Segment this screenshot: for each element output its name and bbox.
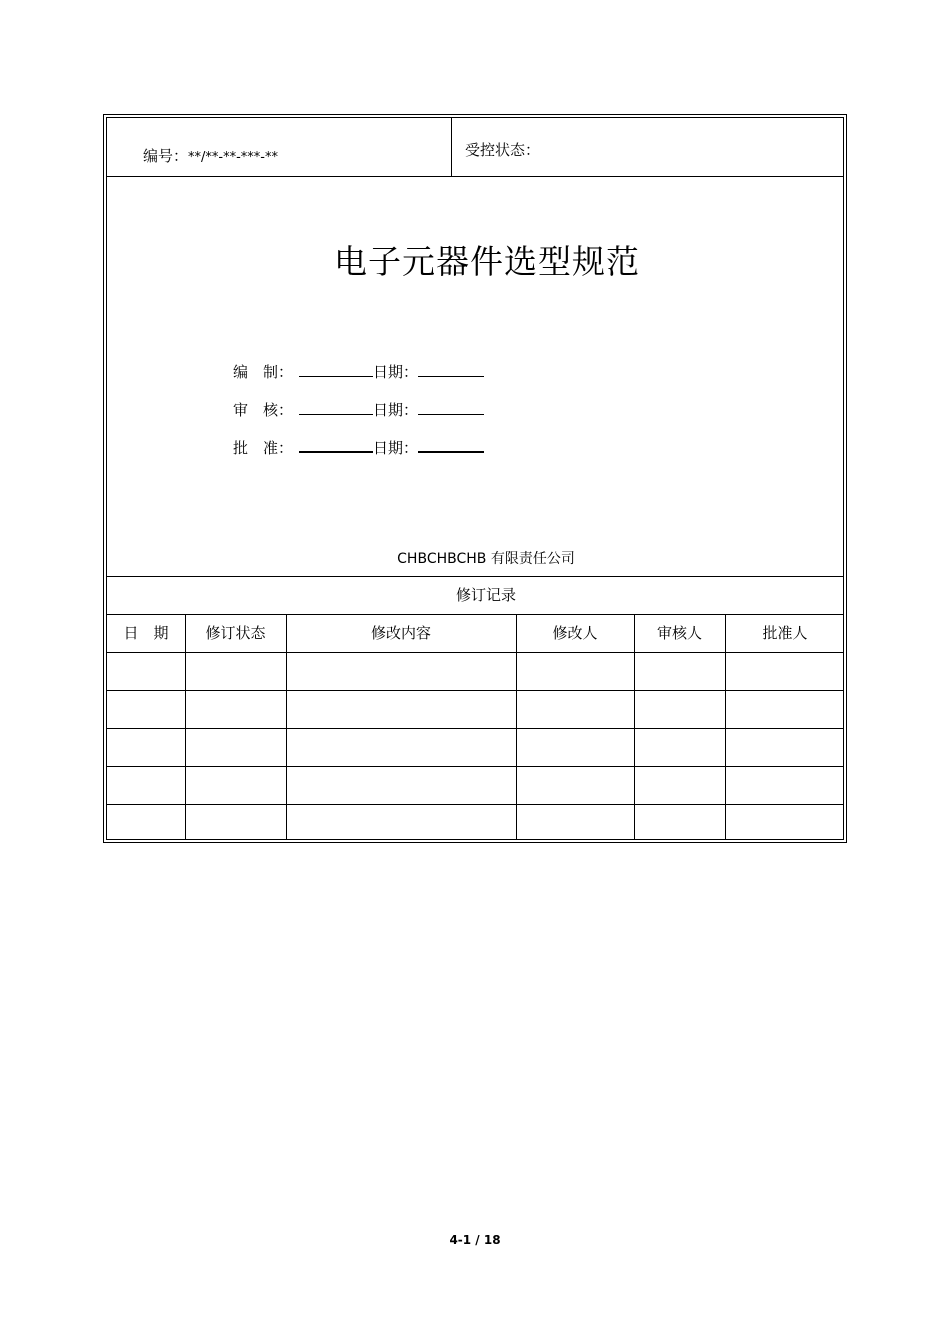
revision-title-bottom-rule <box>107 614 843 615</box>
signature-row-approved <box>233 436 484 458</box>
revision-header-content: 修改内容 <box>370 624 431 642</box>
header-bottom-rule <box>107 176 843 177</box>
signature-role-label: 审 核： <box>233 401 294 419</box>
signature-date-label: 日期： <box>373 401 419 419</box>
company-bottom-rule <box>107 576 843 577</box>
revision-header-approver: 批准人 <box>762 624 808 642</box>
table-row[interactable] <box>107 653 843 690</box>
signature-date-blank[interactable] <box>418 361 484 377</box>
table-row[interactable] <box>107 691 843 728</box>
table-row[interactable] <box>107 805 843 839</box>
table-row[interactable] <box>107 729 843 766</box>
signature-date-blank[interactable] <box>418 436 484 453</box>
signature-name-blank[interactable] <box>299 361 373 377</box>
document-code-value: **/**-**-***-** <box>188 150 278 165</box>
signature-date-label: 日期： <box>373 363 419 381</box>
signature-name-blank[interactable] <box>299 399 373 415</box>
signature-row-reviewed <box>233 399 484 420</box>
signature-role-label: 编 制： <box>233 363 294 381</box>
signature-name-blank[interactable] <box>299 436 373 453</box>
document-inner-frame <box>106 117 844 840</box>
header-divider <box>451 118 452 176</box>
company-name-text: CHBCHBCHB 有限责任公司 <box>397 551 575 567</box>
document-code-label: 编号： <box>143 147 189 165</box>
revision-record-title: 修订记录 <box>455 586 516 604</box>
signature-date-label: 日期： <box>373 439 419 457</box>
company-name <box>107 548 843 569</box>
revision-header-modifier: 修改人 <box>552 624 598 642</box>
revision-header-date: 日 期 <box>123 624 169 642</box>
signature-row-compiled <box>233 361 484 382</box>
signature-date-blank[interactable] <box>418 399 484 415</box>
document-title: 电子元器件选型规范 <box>334 242 640 281</box>
document-code <box>143 146 278 168</box>
table-row[interactable] <box>107 767 843 804</box>
revision-header-reviewer: 审核人 <box>656 624 702 642</box>
control-status-label: 受控状态： <box>465 141 541 159</box>
document-outer-frame <box>103 114 847 843</box>
page-indicator: 4-1 / 18 <box>449 1233 501 1247</box>
signature-role-label: 批 准： <box>233 439 294 457</box>
revision-header-status: 修订状态 <box>205 624 266 642</box>
